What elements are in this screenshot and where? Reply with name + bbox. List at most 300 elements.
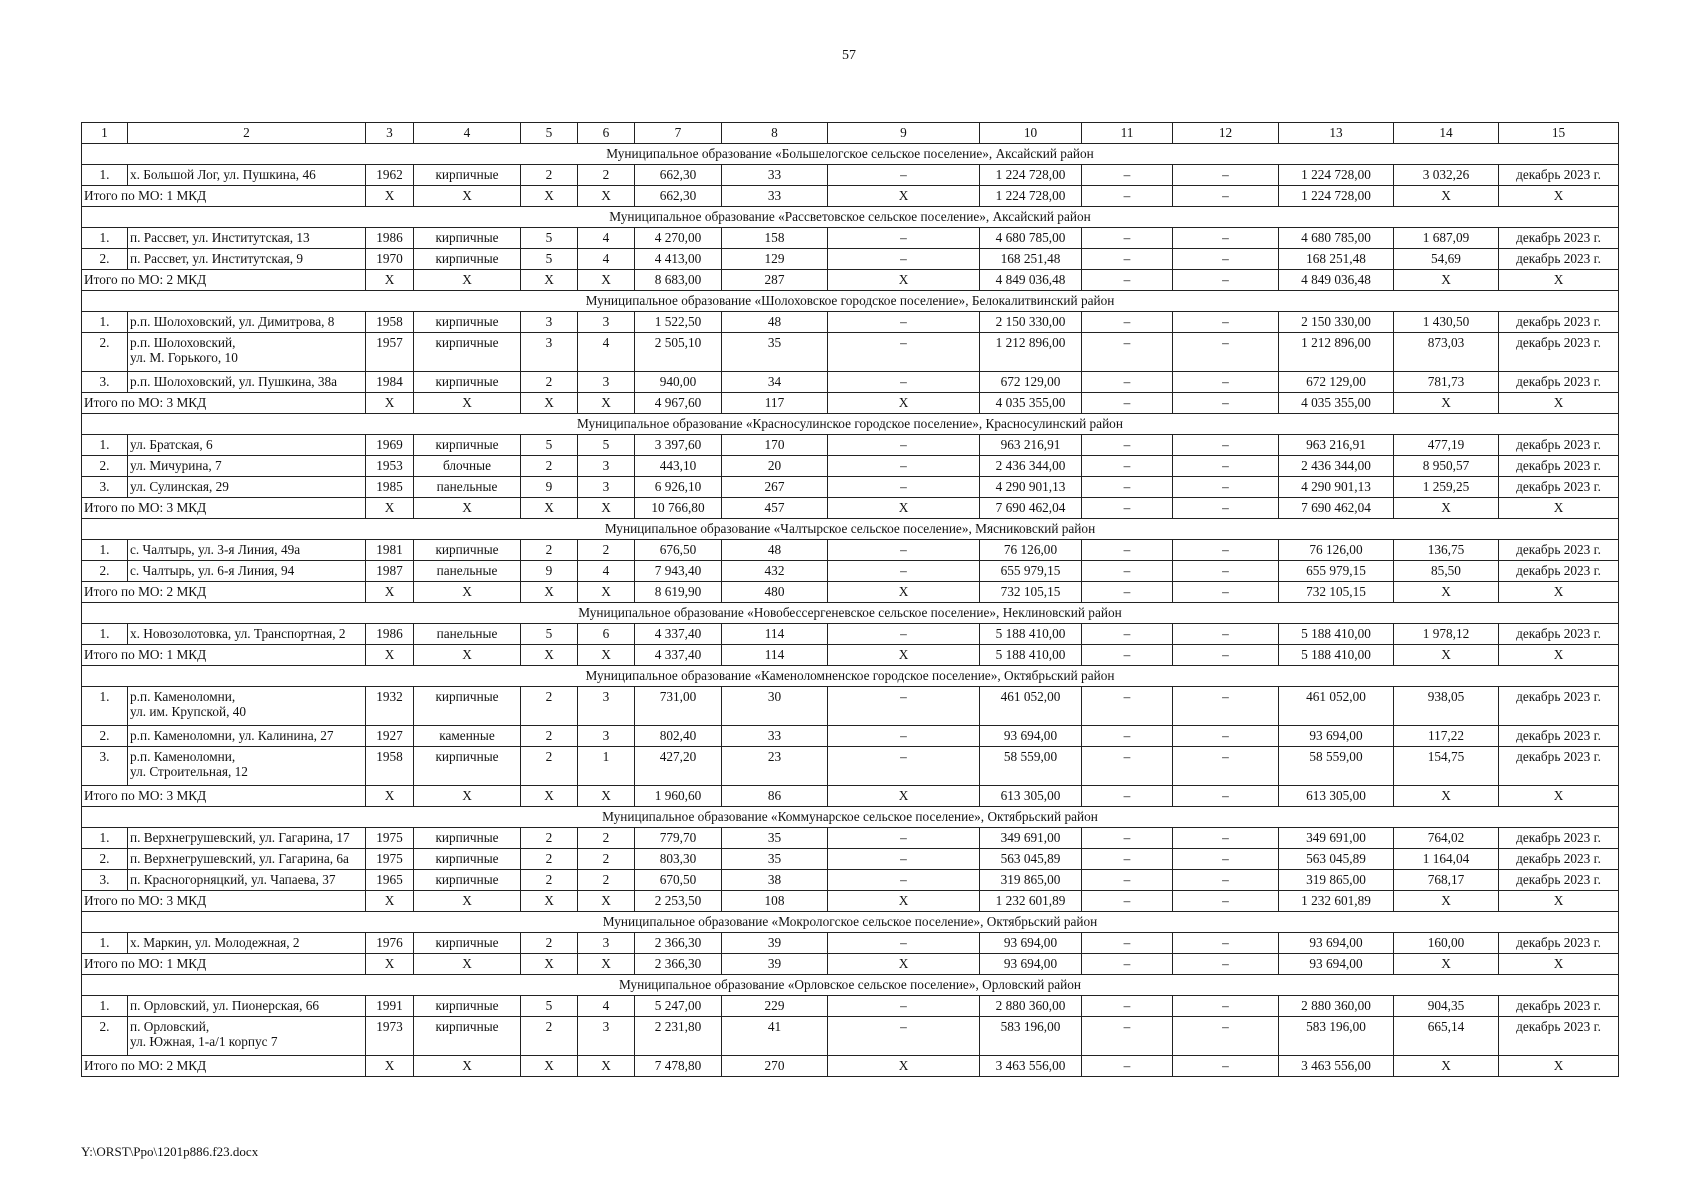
deadline-cell: декабрь 2023 г. xyxy=(1499,624,1619,645)
entrances-cell: 3 xyxy=(578,933,635,954)
col13-cell: 1 212 896,00 xyxy=(1279,333,1394,372)
entrances-cell: 2 xyxy=(578,849,635,870)
row-number: 1. xyxy=(82,996,128,1017)
col12-cell: – xyxy=(1173,747,1279,786)
col12-cell: – xyxy=(1173,435,1279,456)
col9-cell: – xyxy=(828,561,980,582)
entrances-cell: 6 xyxy=(578,624,635,645)
row-number: 1. xyxy=(82,312,128,333)
total-row xyxy=(82,582,1619,603)
col9-cell: – xyxy=(828,726,980,747)
cost-per-m2-cell: 1 687,09 xyxy=(1394,228,1499,249)
entrances-cell: 3 xyxy=(578,312,635,333)
col9-cell: – xyxy=(828,747,980,786)
cost-per-m2-cell: 938,05 xyxy=(1394,687,1499,726)
document-file-path: Y:\ORST\Ppo\1201p886.f23.docx xyxy=(81,1144,259,1159)
total-c15-cell: Х xyxy=(1499,393,1619,414)
total-row xyxy=(82,645,1619,666)
residents-cell: 432 xyxy=(722,561,828,582)
total-c14-cell: Х xyxy=(1394,186,1499,207)
total-c4-cell: Х xyxy=(414,498,521,519)
entrances-cell: 1 xyxy=(578,747,635,786)
floors-cell: 5 xyxy=(521,996,578,1017)
table-row xyxy=(82,477,1619,498)
municipality-header-row xyxy=(82,207,1619,228)
col12-cell: – xyxy=(1173,687,1279,726)
row-number: 2. xyxy=(82,1017,128,1056)
year-cell: 1986 xyxy=(366,624,414,645)
total-c6-cell: Х xyxy=(578,270,635,291)
col11-cell: – xyxy=(1082,435,1173,456)
address-line: р.п. Шолоховский, ул. Димитрова, 8 xyxy=(130,314,335,329)
total-c14-cell: Х xyxy=(1394,270,1499,291)
total-c11-cell: – xyxy=(1082,1056,1173,1077)
year-cell: 1981 xyxy=(366,540,414,561)
col9-cell: – xyxy=(828,456,980,477)
column-header: 14 xyxy=(1394,123,1499,144)
wall-material-cell: кирпичные xyxy=(414,228,521,249)
address-line: п. Рассвет, ул. Институтская, 9 xyxy=(130,251,304,266)
row-number: 2. xyxy=(82,849,128,870)
entrances-cell: 4 xyxy=(578,249,635,270)
area-cell: 4 270,00 xyxy=(635,228,722,249)
total-c15-cell: Х xyxy=(1499,891,1619,912)
deadline-cell: декабрь 2023 г. xyxy=(1499,996,1619,1017)
floors-cell: 5 xyxy=(521,228,578,249)
table-row xyxy=(82,312,1619,333)
total-area-cell: 8 619,90 xyxy=(635,582,722,603)
area-cell: 4 413,00 xyxy=(635,249,722,270)
wall-material-cell: кирпичные xyxy=(414,312,521,333)
floors-cell: 2 xyxy=(521,456,578,477)
total-label: Итого по МО: 2 МКД xyxy=(82,270,366,291)
address-line: ул. Сулинская, 29 xyxy=(130,479,229,494)
cost-cell: 319 865,00 xyxy=(980,870,1082,891)
total-residents-cell: 114 xyxy=(722,645,828,666)
col11-cell: – xyxy=(1082,870,1173,891)
address-cell xyxy=(128,456,366,477)
total-c12-cell: – xyxy=(1173,582,1279,603)
total-row xyxy=(82,891,1619,912)
total-c4-cell: Х xyxy=(414,1056,521,1077)
col9-cell: – xyxy=(828,249,980,270)
col11-cell: – xyxy=(1082,165,1173,186)
address-cell xyxy=(128,870,366,891)
entrances-cell: 2 xyxy=(578,165,635,186)
area-cell: 1 522,50 xyxy=(635,312,722,333)
wall-material-cell: кирпичные xyxy=(414,849,521,870)
floors-cell: 9 xyxy=(521,561,578,582)
municipality-title: Муниципальное образование «Большелогское сельское поселение», Аксайский район xyxy=(82,144,1619,165)
floors-cell: 3 xyxy=(521,312,578,333)
col9-cell: – xyxy=(828,933,980,954)
total-label: Итого по МО: 1 МКД xyxy=(82,954,366,975)
page-number: 57 xyxy=(842,48,856,63)
year-cell: 1958 xyxy=(366,312,414,333)
total-c15-cell: Х xyxy=(1499,582,1619,603)
deadline-cell: декабрь 2023 г. xyxy=(1499,933,1619,954)
table-row xyxy=(82,870,1619,891)
total-c11-cell: – xyxy=(1082,645,1173,666)
col11-cell: – xyxy=(1082,312,1173,333)
col11-cell: – xyxy=(1082,687,1173,726)
year-cell: 1984 xyxy=(366,372,414,393)
total-c12-cell: – xyxy=(1173,498,1279,519)
col11-cell: – xyxy=(1082,540,1173,561)
total-c9-cell: Х xyxy=(828,393,980,414)
cost-per-m2-cell: 1 259,25 xyxy=(1394,477,1499,498)
wall-material-cell: кирпичные xyxy=(414,933,521,954)
row-number: 1. xyxy=(82,540,128,561)
wall-material-cell: кирпичные xyxy=(414,747,521,786)
total-c3-cell: Х xyxy=(366,186,414,207)
residents-cell: 20 xyxy=(722,456,828,477)
total-c9-cell: Х xyxy=(828,186,980,207)
total-c11-cell: – xyxy=(1082,954,1173,975)
entrances-cell: 3 xyxy=(578,1017,635,1056)
col13-cell: 2 880 360,00 xyxy=(1279,996,1394,1017)
column-header: 7 xyxy=(635,123,722,144)
total-c6-cell: Х xyxy=(578,954,635,975)
total-c4-cell: Х xyxy=(414,393,521,414)
deadline-cell: декабрь 2023 г. xyxy=(1499,870,1619,891)
floors-cell: 5 xyxy=(521,624,578,645)
entrances-cell: 4 xyxy=(578,228,635,249)
deadline-cell: декабрь 2023 г. xyxy=(1499,312,1619,333)
cost-cell: 349 691,00 xyxy=(980,828,1082,849)
cost-per-m2-cell: 85,50 xyxy=(1394,561,1499,582)
col13-cell: 76 126,00 xyxy=(1279,540,1394,561)
address-cell xyxy=(128,1017,366,1056)
col13-cell: 583 196,00 xyxy=(1279,1017,1394,1056)
total-c6-cell: Х xyxy=(578,891,635,912)
total-c5-cell: Х xyxy=(521,891,578,912)
total-c12-cell: – xyxy=(1173,954,1279,975)
floors-cell: 2 xyxy=(521,870,578,891)
total-label: Итого по МО: 3 МКД xyxy=(82,891,366,912)
floors-cell: 2 xyxy=(521,687,578,726)
column-header: 5 xyxy=(521,123,578,144)
col12-cell: – xyxy=(1173,249,1279,270)
entrances-cell: 3 xyxy=(578,477,635,498)
total-row xyxy=(82,1056,1619,1077)
total-cost-cell: 93 694,00 xyxy=(980,954,1082,975)
col13-cell: 5 188 410,00 xyxy=(1279,624,1394,645)
total-c5-cell: Х xyxy=(521,1056,578,1077)
entrances-cell: 4 xyxy=(578,561,635,582)
year-cell: 1958 xyxy=(366,747,414,786)
total-c5-cell: Х xyxy=(521,270,578,291)
cost-per-m2-cell: 1 978,12 xyxy=(1394,624,1499,645)
total-row xyxy=(82,393,1619,414)
address-cell xyxy=(128,933,366,954)
total-c4-cell: Х xyxy=(414,954,521,975)
row-number: 2. xyxy=(82,333,128,372)
total-c3-cell: Х xyxy=(366,954,414,975)
total-area-cell: 4 337,40 xyxy=(635,645,722,666)
col13-cell: 2 436 344,00 xyxy=(1279,456,1394,477)
total-c3-cell: Х xyxy=(366,1056,414,1077)
year-cell: 1969 xyxy=(366,435,414,456)
row-number: 1. xyxy=(82,687,128,726)
col9-cell: – xyxy=(828,333,980,372)
total-row xyxy=(82,270,1619,291)
col13-cell: 4 680 785,00 xyxy=(1279,228,1394,249)
total-c9-cell: Х xyxy=(828,270,980,291)
cost-cell: 2 436 344,00 xyxy=(980,456,1082,477)
total-c5-cell: Х xyxy=(521,186,578,207)
col11-cell: – xyxy=(1082,849,1173,870)
deadline-cell: декабрь 2023 г. xyxy=(1499,333,1619,372)
address-line: р.п. Каменоломни, xyxy=(130,689,236,704)
col11-cell: – xyxy=(1082,624,1173,645)
total-c4-cell: Х xyxy=(414,582,521,603)
total-c4-cell: Х xyxy=(414,645,521,666)
row-number: 1. xyxy=(82,828,128,849)
cost-cell: 963 216,91 xyxy=(980,435,1082,456)
residents-cell: 48 xyxy=(722,540,828,561)
wall-material-cell: кирпичные xyxy=(414,687,521,726)
col13-cell: 4 290 901,13 xyxy=(1279,477,1394,498)
municipality-title: Муниципальное образование «Мокрологское сельское поселение», Октябрьский район xyxy=(82,912,1619,933)
col9-cell: – xyxy=(828,996,980,1017)
total-row xyxy=(82,498,1619,519)
table-row xyxy=(82,828,1619,849)
total-label: Итого по МО: 3 МКД xyxy=(82,498,366,519)
wall-material-cell: панельные xyxy=(414,624,521,645)
col9-cell: – xyxy=(828,870,980,891)
column-header: 10 xyxy=(980,123,1082,144)
col12-cell: – xyxy=(1173,870,1279,891)
address-line: п. Орловский, xyxy=(130,1019,210,1034)
total-c14-cell: Х xyxy=(1394,1056,1499,1077)
address-cell xyxy=(128,624,366,645)
col12-cell: – xyxy=(1173,624,1279,645)
col11-cell: – xyxy=(1082,477,1173,498)
residents-cell: 35 xyxy=(722,849,828,870)
municipality-title: Муниципальное образование «Чалтырское сельское поселение», Мясниковский район xyxy=(82,519,1619,540)
cost-per-m2-cell: 1 430,50 xyxy=(1394,312,1499,333)
cost-per-m2-cell: 873,03 xyxy=(1394,333,1499,372)
cost-cell: 672 129,00 xyxy=(980,372,1082,393)
residents-cell: 30 xyxy=(722,687,828,726)
total-c13-cell: 4 035 355,00 xyxy=(1279,393,1394,414)
total-c13-cell: 732 105,15 xyxy=(1279,582,1394,603)
table-row xyxy=(82,372,1619,393)
col13-cell: 963 216,91 xyxy=(1279,435,1394,456)
floors-cell: 2 xyxy=(521,540,578,561)
total-area-cell: 2 253,50 xyxy=(635,891,722,912)
total-cost-cell: 1 224 728,00 xyxy=(980,186,1082,207)
floors-cell: 2 xyxy=(521,165,578,186)
municipality-header-row xyxy=(82,975,1619,996)
wall-material-cell: блочные xyxy=(414,456,521,477)
col11-cell: – xyxy=(1082,996,1173,1017)
total-residents-cell: 117 xyxy=(722,393,828,414)
col13-cell: 461 052,00 xyxy=(1279,687,1394,726)
deadline-cell: декабрь 2023 г. xyxy=(1499,249,1619,270)
municipality-title: Муниципальное образование «Рассветовское сельское поселение», Аксайский район xyxy=(82,207,1619,228)
total-cost-cell: 4 035 355,00 xyxy=(980,393,1082,414)
col13-cell: 655 979,15 xyxy=(1279,561,1394,582)
wall-material-cell: каменные xyxy=(414,726,521,747)
total-c15-cell: Х xyxy=(1499,1056,1619,1077)
table-row xyxy=(82,249,1619,270)
area-cell: 676,50 xyxy=(635,540,722,561)
column-header: 13 xyxy=(1279,123,1394,144)
wall-material-cell: кирпичные xyxy=(414,165,521,186)
col11-cell: – xyxy=(1082,228,1173,249)
row-number: 1. xyxy=(82,228,128,249)
cost-cell: 1 212 896,00 xyxy=(980,333,1082,372)
area-cell: 803,30 xyxy=(635,849,722,870)
deadline-cell: декабрь 2023 г. xyxy=(1499,687,1619,726)
total-c4-cell: Х xyxy=(414,891,521,912)
municipality-header-row xyxy=(82,144,1619,165)
total-c3-cell: Х xyxy=(366,891,414,912)
total-residents-cell: 33 xyxy=(722,186,828,207)
col13-cell: 168 251,48 xyxy=(1279,249,1394,270)
cost-cell: 655 979,15 xyxy=(980,561,1082,582)
total-c14-cell: Х xyxy=(1394,786,1499,807)
total-area-cell: 2 366,30 xyxy=(635,954,722,975)
year-cell: 1970 xyxy=(366,249,414,270)
total-cost-cell: 732 105,15 xyxy=(980,582,1082,603)
total-c5-cell: Х xyxy=(521,582,578,603)
deadline-cell: декабрь 2023 г. xyxy=(1499,726,1619,747)
address-line: р.п. Шолоховский, ул. Пушкина, 38а xyxy=(130,374,338,389)
deadline-cell: декабрь 2023 г. xyxy=(1499,849,1619,870)
year-cell: 1986 xyxy=(366,228,414,249)
total-c14-cell: Х xyxy=(1394,954,1499,975)
total-residents-cell: 86 xyxy=(722,786,828,807)
cost-cell: 2 150 330,00 xyxy=(980,312,1082,333)
row-number: 1. xyxy=(82,435,128,456)
column-header: 1 xyxy=(82,123,128,144)
total-c5-cell: Х xyxy=(521,498,578,519)
table-row xyxy=(82,849,1619,870)
total-c13-cell: 5 188 410,00 xyxy=(1279,645,1394,666)
col12-cell: – xyxy=(1173,477,1279,498)
total-c12-cell: – xyxy=(1173,1056,1279,1077)
col12-cell: – xyxy=(1173,456,1279,477)
table-row xyxy=(82,165,1619,186)
table-row xyxy=(82,624,1619,645)
deadline-cell: декабрь 2023 г. xyxy=(1499,1017,1619,1056)
municipality-header-row xyxy=(82,291,1619,312)
entrances-cell: 2 xyxy=(578,540,635,561)
col12-cell: – xyxy=(1173,372,1279,393)
total-c12-cell: – xyxy=(1173,891,1279,912)
total-c3-cell: Х xyxy=(366,582,414,603)
address-cell xyxy=(128,561,366,582)
entrances-cell: 4 xyxy=(578,333,635,372)
municipality-header-row xyxy=(82,603,1619,624)
address-cell xyxy=(128,477,366,498)
wall-material-cell: кирпичные xyxy=(414,1017,521,1056)
col9-cell: – xyxy=(828,165,980,186)
year-cell: 1927 xyxy=(366,726,414,747)
floors-cell: 5 xyxy=(521,435,578,456)
total-cost-cell: 613 305,00 xyxy=(980,786,1082,807)
col13-cell: 58 559,00 xyxy=(1279,747,1394,786)
row-number: 1. xyxy=(82,624,128,645)
total-label: Итого по МО: 1 МКД xyxy=(82,645,366,666)
municipality-title: Муниципальное образование «Орловское сельское поселение», Орловский район xyxy=(82,975,1619,996)
total-c14-cell: Х xyxy=(1394,645,1499,666)
total-c12-cell: – xyxy=(1173,786,1279,807)
cost-per-m2-cell: 8 950,57 xyxy=(1394,456,1499,477)
wall-material-cell: кирпичные xyxy=(414,828,521,849)
table-row xyxy=(82,996,1619,1017)
address-cell xyxy=(128,249,366,270)
entrances-cell: 3 xyxy=(578,456,635,477)
total-c6-cell: Х xyxy=(578,186,635,207)
residents-cell: 229 xyxy=(722,996,828,1017)
total-residents-cell: 270 xyxy=(722,1056,828,1077)
total-residents-cell: 457 xyxy=(722,498,828,519)
residents-cell: 48 xyxy=(722,312,828,333)
total-label: Итого по МО: 2 МКД xyxy=(82,582,366,603)
column-number-row xyxy=(82,123,1619,144)
column-header: 9 xyxy=(828,123,980,144)
column-header: 3 xyxy=(366,123,414,144)
floors-cell: 2 xyxy=(521,1017,578,1056)
col11-cell: – xyxy=(1082,456,1173,477)
table-row xyxy=(82,456,1619,477)
address-line: с. Чалтырь, ул. 6-я Линия, 94 xyxy=(130,563,295,578)
address-cell xyxy=(128,996,366,1017)
total-c15-cell: Х xyxy=(1499,786,1619,807)
table-row xyxy=(82,333,1619,372)
col12-cell: – xyxy=(1173,540,1279,561)
address-cell xyxy=(128,165,366,186)
total-label: Итого по МО: 2 МКД xyxy=(82,1056,366,1077)
residents-cell: 41 xyxy=(722,1017,828,1056)
cost-per-m2-cell: 154,75 xyxy=(1394,747,1499,786)
municipality-header-row xyxy=(82,414,1619,435)
total-c4-cell: Х xyxy=(414,786,521,807)
address-cell xyxy=(128,372,366,393)
area-cell: 802,40 xyxy=(635,726,722,747)
floors-cell: 3 xyxy=(521,333,578,372)
total-c14-cell: Х xyxy=(1394,498,1499,519)
address-line: ул. Южная, 1-а/1 корпус 7 xyxy=(130,1034,278,1049)
address-line: ул. Братская, 6 xyxy=(130,437,213,452)
floors-cell: 2 xyxy=(521,372,578,393)
total-c11-cell: – xyxy=(1082,393,1173,414)
col12-cell: – xyxy=(1173,561,1279,582)
wall-material-cell: панельные xyxy=(414,477,521,498)
total-c13-cell: 93 694,00 xyxy=(1279,954,1394,975)
address-cell xyxy=(128,540,366,561)
entrances-cell: 3 xyxy=(578,687,635,726)
col12-cell: – xyxy=(1173,726,1279,747)
floors-cell: 2 xyxy=(521,828,578,849)
total-c6-cell: Х xyxy=(578,1056,635,1077)
area-cell: 7 943,40 xyxy=(635,561,722,582)
total-row xyxy=(82,786,1619,807)
residents-cell: 33 xyxy=(722,726,828,747)
municipality-header-row xyxy=(82,666,1619,687)
area-cell: 2 366,30 xyxy=(635,933,722,954)
deadline-cell: декабрь 2023 г. xyxy=(1499,228,1619,249)
total-c12-cell: – xyxy=(1173,393,1279,414)
wall-material-cell: панельные xyxy=(414,561,521,582)
total-c9-cell: Х xyxy=(828,582,980,603)
year-cell: 1965 xyxy=(366,870,414,891)
col11-cell: – xyxy=(1082,828,1173,849)
